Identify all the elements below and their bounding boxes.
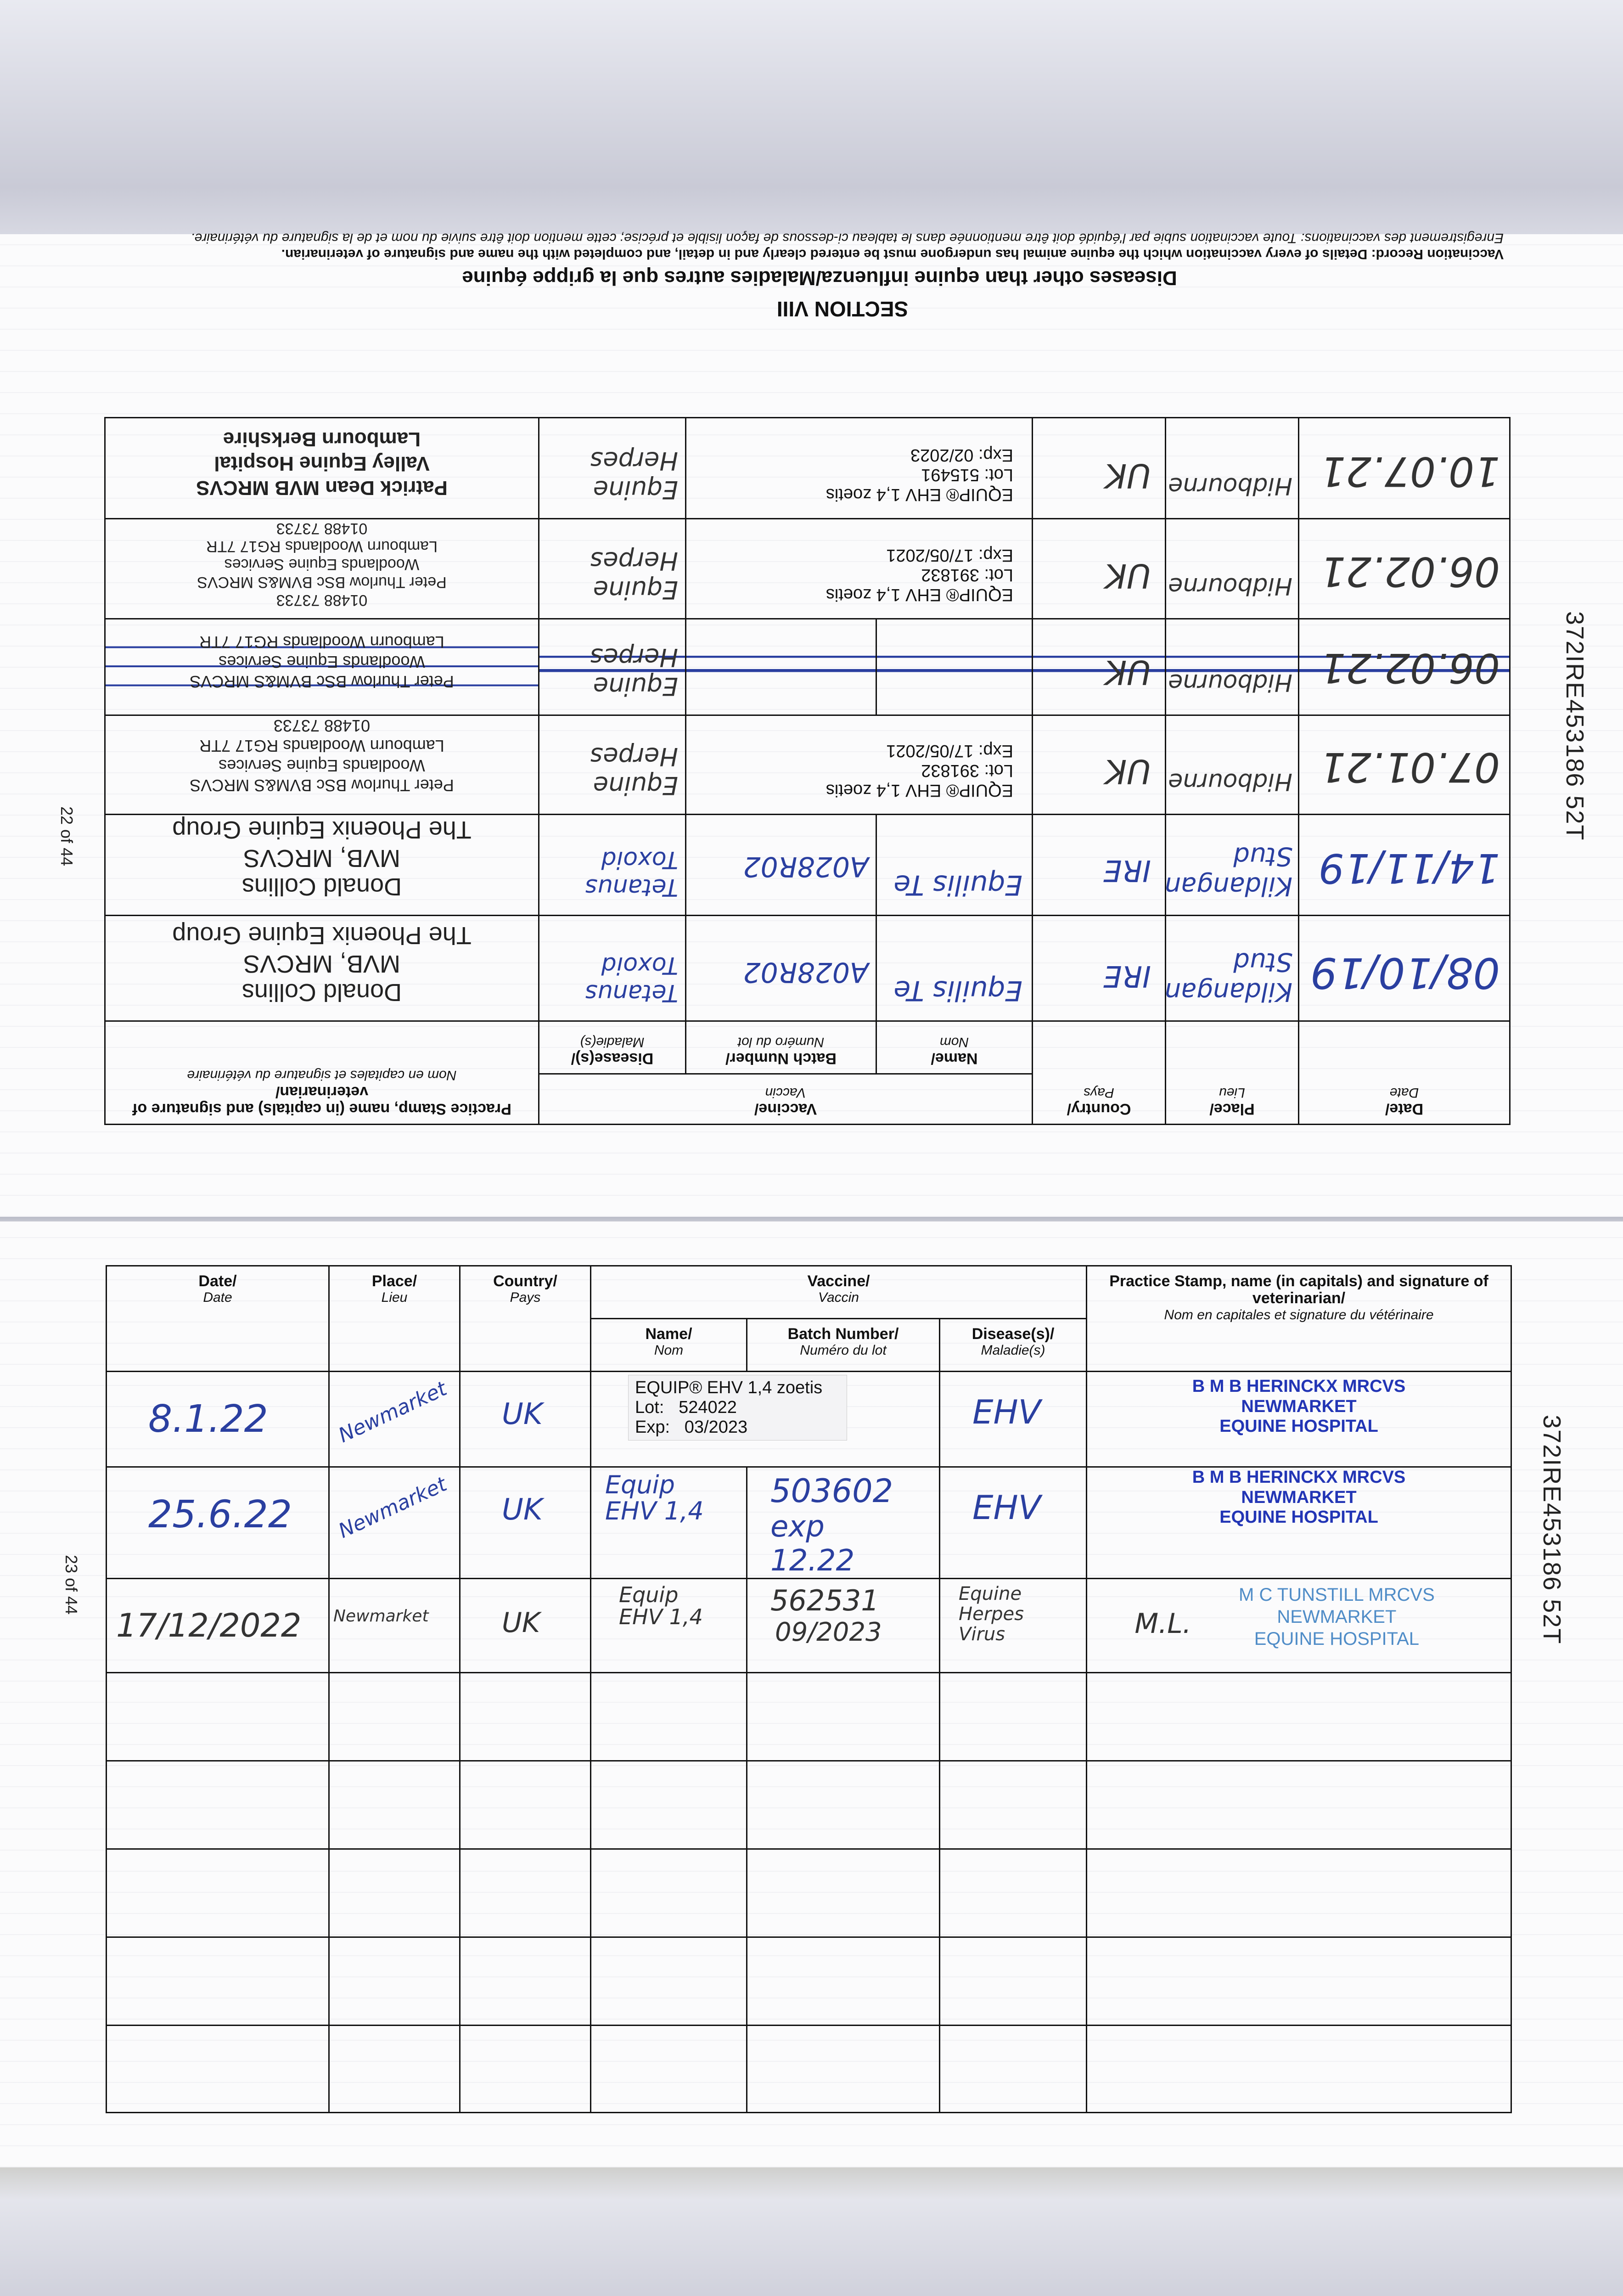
disease-cell: EHV <box>940 1372 1087 1467</box>
disease-cell: Equine Herpes Virus <box>940 1579 1087 1673</box>
table-row-empty <box>107 1937 1511 2026</box>
place-cell: Hidbourne <box>1166 715 1299 815</box>
date-cell: 8.1.22 <box>107 1372 329 1467</box>
practice-stamp-cell: B M B HERINCKX MRCVS NEWMARKET EQUINE HOSPITAL <box>1087 1467 1511 1579</box>
place-cell: Newmarket <box>329 1467 460 1579</box>
disease-cell: EHV <box>940 1467 1087 1579</box>
country-cell: UK <box>460 1467 591 1579</box>
date-cell: 10.07.21 <box>1299 417 1510 518</box>
country-cell: IRE <box>1033 916 1166 1021</box>
date-cell: 08/10/19 <box>1299 916 1510 1021</box>
header-country: Country/ Pays <box>1033 1021 1166 1125</box>
disease-cell: Equine Herpes <box>539 417 685 518</box>
header-disease: Disease(s)/ Maladie(s) <box>940 1319 1087 1372</box>
country-cell: IRE <box>1033 815 1166 916</box>
disease-cell: Tetanus Toxoid <box>539 916 685 1021</box>
page-number-22: 22 of 44 <box>57 806 77 867</box>
vaccine-name-cell: Equip EHV 1,4 <box>591 1579 747 1673</box>
table-row-struck <box>105 619 1510 715</box>
table-row <box>105 815 1510 916</box>
practice-stamp-cell: Peter Thurlow BSc BVM&S MRCVS Woodlands Equine Services Lambourn Woodlands RG17 7TR <box>105 619 539 715</box>
batch-cell: 503602 exp 12.22 <box>747 1467 940 1579</box>
practice-stamp-cell: Peter Thurlow BSc BVM&S MRCVS Woodlands Equine Services Lambourn Woodlands RG17 7TR 01488 73733 <box>105 715 539 815</box>
batch-cell: A028R02 <box>686 916 876 1021</box>
header-vaccine-name: Name/ Nom <box>591 1319 747 1372</box>
date-cell: 06.02.21 <box>1299 619 1510 715</box>
place-cell: Kildangan Stud <box>1166 916 1299 1021</box>
batch-cell <box>686 619 876 715</box>
vaccine-name-cell: Equip EHV 1,4 <box>591 1467 747 1579</box>
table-row <box>105 518 1510 619</box>
date-cell: 07.01.21 <box>1299 715 1510 815</box>
vaccine-name-cell: Equilis Te <box>876 815 1033 916</box>
table-row <box>107 1467 1511 1579</box>
vaccine-sticker-cell <box>591 1372 940 1467</box>
disease-cell: Tetanus Toxoid <box>539 815 685 916</box>
vaccine-sticker-cell: EQUIP® EHV 1,4 zoetis Lot: 515491 Exp: 02/2023 <box>686 417 1033 518</box>
top-page-rotated-content <box>0 231 1623 1217</box>
practice-stamp-cell: B M B HERINCKX MRCVS NEWMARKET EQUINE HOSPITAL <box>1087 1372 1511 1467</box>
country-cell: UK <box>1033 417 1166 518</box>
practice-stamp-cell: Donald Collins MVB, MRCVS The Phoenix Equine Group <box>105 916 539 1021</box>
date-cell: 25.6.22 <box>107 1467 329 1579</box>
header-vaccine: Vaccine/ Vaccin <box>539 1074 1032 1125</box>
vaccination-note-en: Vaccination Record: Details of every vaccination which the equine animal has undergone must be entered clearly and in detail, and completed with the name and signature of veterinarian. <box>281 247 1504 262</box>
header-batch-number: Batch Number/ Numéro du lot <box>747 1319 940 1372</box>
place-cell: Hidbourne <box>1166 518 1299 619</box>
table-row-empty <box>107 1849 1511 1937</box>
country-cell: UK <box>1033 715 1166 815</box>
vaccine-name-cell <box>876 619 1033 715</box>
vaccine-sticker: EQUIP® EHV 1,4 zoetis Lot: 524022 Exp: 03/2023 <box>628 1375 847 1441</box>
date-cell: 17/12/2022 <box>107 1579 329 1673</box>
practice-stamp-cell: 01488 73733 Peter Thurlow BSc BVM&S MRCVS Woodlands Equine Services Lambourn Woodlands RG17 7TR 01488 73733 <box>105 518 539 619</box>
header-country: Country/ Pays <box>460 1266 591 1372</box>
header-place: Place/ Lieu <box>329 1266 460 1372</box>
header-date: Date/ Date <box>107 1266 329 1372</box>
vaccine-name-cell: Equilis Te <box>876 916 1033 1021</box>
vaccine-sticker-cell: EQUIP® EHV 1,4 zoetis Lot: 391832 Exp: 17/05/2021 <box>686 715 1033 815</box>
place-cell: Newmarket <box>329 1579 460 1673</box>
section-heading: Diseases other than equine influenza/Maladies autres que la grippe équine <box>462 267 1177 289</box>
table-row-empty <box>107 1761 1511 1849</box>
place-cell: Hidbourne <box>1166 619 1299 715</box>
table-row <box>105 417 1510 518</box>
disease-cell: Equine Herpes <box>539 619 685 715</box>
header-batch-number: Batch Number/ Numéro du lot <box>686 1021 876 1074</box>
document-id-bottom: 372IRE453186 52T <box>1538 1415 1566 1645</box>
table-row-empty <box>107 1673 1511 1761</box>
header-place: Place/ Lieu <box>1166 1021 1299 1125</box>
header-practice-stamp: Practice Stamp, name (in capitals) and signature of veterinarian/ Nom en capitales et signature du vétérinaire <box>1087 1266 1511 1372</box>
batch-cell: 562531 09/2023 <box>747 1579 940 1673</box>
country-cell: UK <box>460 1579 591 1673</box>
document-id-top: 372IRE453186 52T <box>1561 611 1589 841</box>
country-cell: UK <box>1033 518 1166 619</box>
header-date: Date/ Date <box>1299 1021 1510 1125</box>
date-cell: 06.02.21 <box>1299 518 1510 619</box>
table-row <box>105 715 1510 815</box>
header-vaccine: Vaccine/ Vaccin <box>591 1266 1087 1319</box>
section-title: SECTION VIII <box>776 297 909 321</box>
scanner-background-top <box>0 0 1623 234</box>
practice-stamp-cell: Donald Collins MVB, MRCVS The Phoenix Equine Group <box>105 815 539 916</box>
header-vaccine-name: Name/ Nom <box>876 1021 1033 1074</box>
vaccination-note-fr: Enregistrement des vaccinations: Toute vaccination subie par l'équidé doit être mentionnée dans le tableau ci-dessous de façon lisible et précise; cette mention doit être suivie du nom et de la signature du vétérinaire. <box>191 231 1504 246</box>
country-cell: UK <box>460 1372 591 1467</box>
table-row-empty <box>107 2026 1511 2113</box>
header-practice-stamp: Practice Stamp, name (in capitals) and signature of veterinarian/ Nom en capitales et signature du vétérinaire <box>105 1021 539 1125</box>
vaccine-sticker-cell: EQUIP® EHV 1,4 zoetis Lot: 391832 Exp: 17/05/2021 <box>686 518 1033 619</box>
date-cell: 14/11/19 <box>1299 815 1510 916</box>
practice-stamp-cell: M.L. M C TUNSTILL MRCVS NEWMARKET EQUINE HOSPITAL <box>1087 1579 1511 1673</box>
batch-cell: A028R02 <box>686 815 876 916</box>
practice-stamp-cell: Patrick Dean MVB MRCVS Valley Equine Hospital Lambourn Berkshire <box>105 417 539 518</box>
place-cell: Hidbourne <box>1166 417 1299 518</box>
disease-cell: Equine Herpes <box>539 715 685 815</box>
disease-cell: Equine Herpes <box>539 518 685 619</box>
page-number-23: 23 of 44 <box>62 1554 81 1615</box>
table-row <box>105 916 1510 1021</box>
top-vaccination-table <box>104 417 1511 1125</box>
header-disease: Disease(s)/ Maladie(s) <box>539 1021 685 1074</box>
country-cell: UK <box>1033 619 1166 715</box>
bottom-vaccination-table <box>106 1265 1512 2113</box>
table-row <box>107 1579 1511 1673</box>
place-cell: Kildangan Stud <box>1166 815 1299 916</box>
table-row <box>107 1372 1511 1467</box>
scanner-background-bottom <box>0 2158 1623 2296</box>
place-cell: Newmarket <box>329 1372 460 1467</box>
